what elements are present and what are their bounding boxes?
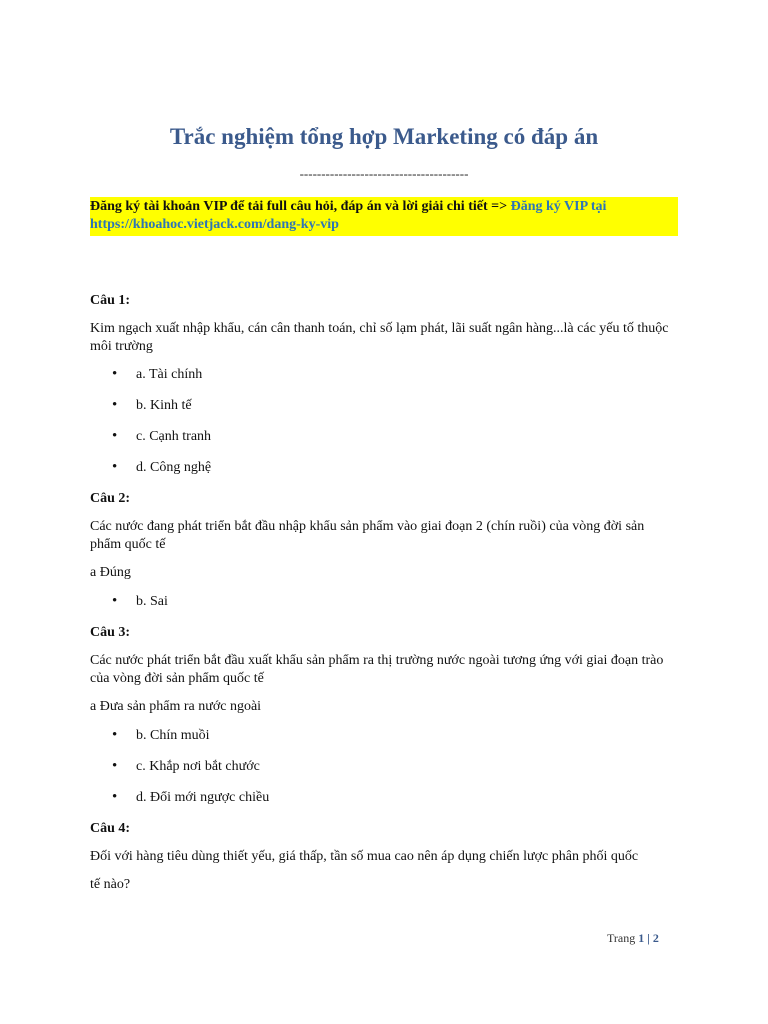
answer-option: • c. Khắp nơi bắt chước (90, 758, 678, 776)
question-label: Câu 1: (90, 293, 131, 308)
page-footer (607, 931, 659, 946)
question-3 (90, 624, 678, 807)
question-2 (90, 490, 678, 611)
answer-option: • b. Sai (90, 593, 678, 611)
question-text-continued: tế nào? (90, 877, 131, 892)
page-title: Trắc nghiệm tổng hợp Marketing có đáp án (169, 124, 599, 149)
vip-banner (90, 197, 678, 236)
answer-option: • d. Công nghệ (90, 459, 678, 477)
answer-options (90, 593, 678, 611)
answer-option: • c. Cạnh tranh (90, 428, 678, 446)
question-label: Câu 3: (90, 625, 131, 640)
question-label: Câu 2: (90, 491, 131, 506)
question-list (90, 292, 678, 905)
question-label: Câu 4: (90, 821, 131, 836)
vip-banner-text: Đăng ký tài khoản VIP để tải full câu hỏi, đáp án và lời giải chi tiết => (90, 199, 508, 214)
page-current: 1 (638, 931, 645, 945)
answer-option: • d. Đổi mới ngược chiều (90, 789, 678, 807)
answer-options (90, 366, 678, 477)
question-text: Các nước đang phát triển bắt đầu nhập khẩu sản phẩm vào giai đoạn 2 (chín ruồi) của vòng đời sản phẩm quốc tế (90, 519, 645, 552)
question-text: Kim ngạch xuất nhập khẩu, cán cân thanh toán, chỉ số lạm phát, lãi suất ngân hàng...là các yếu tố thuộc môi trường (90, 321, 669, 354)
page-label: Trang (607, 931, 636, 945)
answer-options (90, 727, 678, 807)
answer-option-plain: a Đúng (90, 565, 131, 580)
page-total: 2 (652, 931, 659, 945)
answer-option: • a. Tài chính (90, 366, 678, 384)
answer-option: • b. Kinh tế (90, 397, 678, 415)
question-text: Các nước phát triển bắt đầu xuất khẩu sản phẩm ra thị trường nước ngoài tương ứng với giai đoạn trào của vòng đời sản phẩm quốc tế (90, 653, 664, 686)
vip-register-link[interactable]: Đăng ký VIP tại https://khoahoc.vietjack.com/dang-ky-vip (90, 199, 607, 232)
question-4 (90, 820, 678, 894)
question-text: Đối với hàng tiêu dùng thiết yếu, giá thấp, tần số mua cao nên áp dụng chiến lược phân phối quốc (90, 849, 639, 864)
answer-option-plain: a Đưa sản phẩm ra nước ngoài (90, 699, 262, 714)
page-separator: | (647, 931, 650, 945)
title-divider: --------------------------------------- (299, 166, 469, 181)
question-1 (90, 292, 678, 477)
answer-option: • b. Chín muồi (90, 727, 678, 745)
